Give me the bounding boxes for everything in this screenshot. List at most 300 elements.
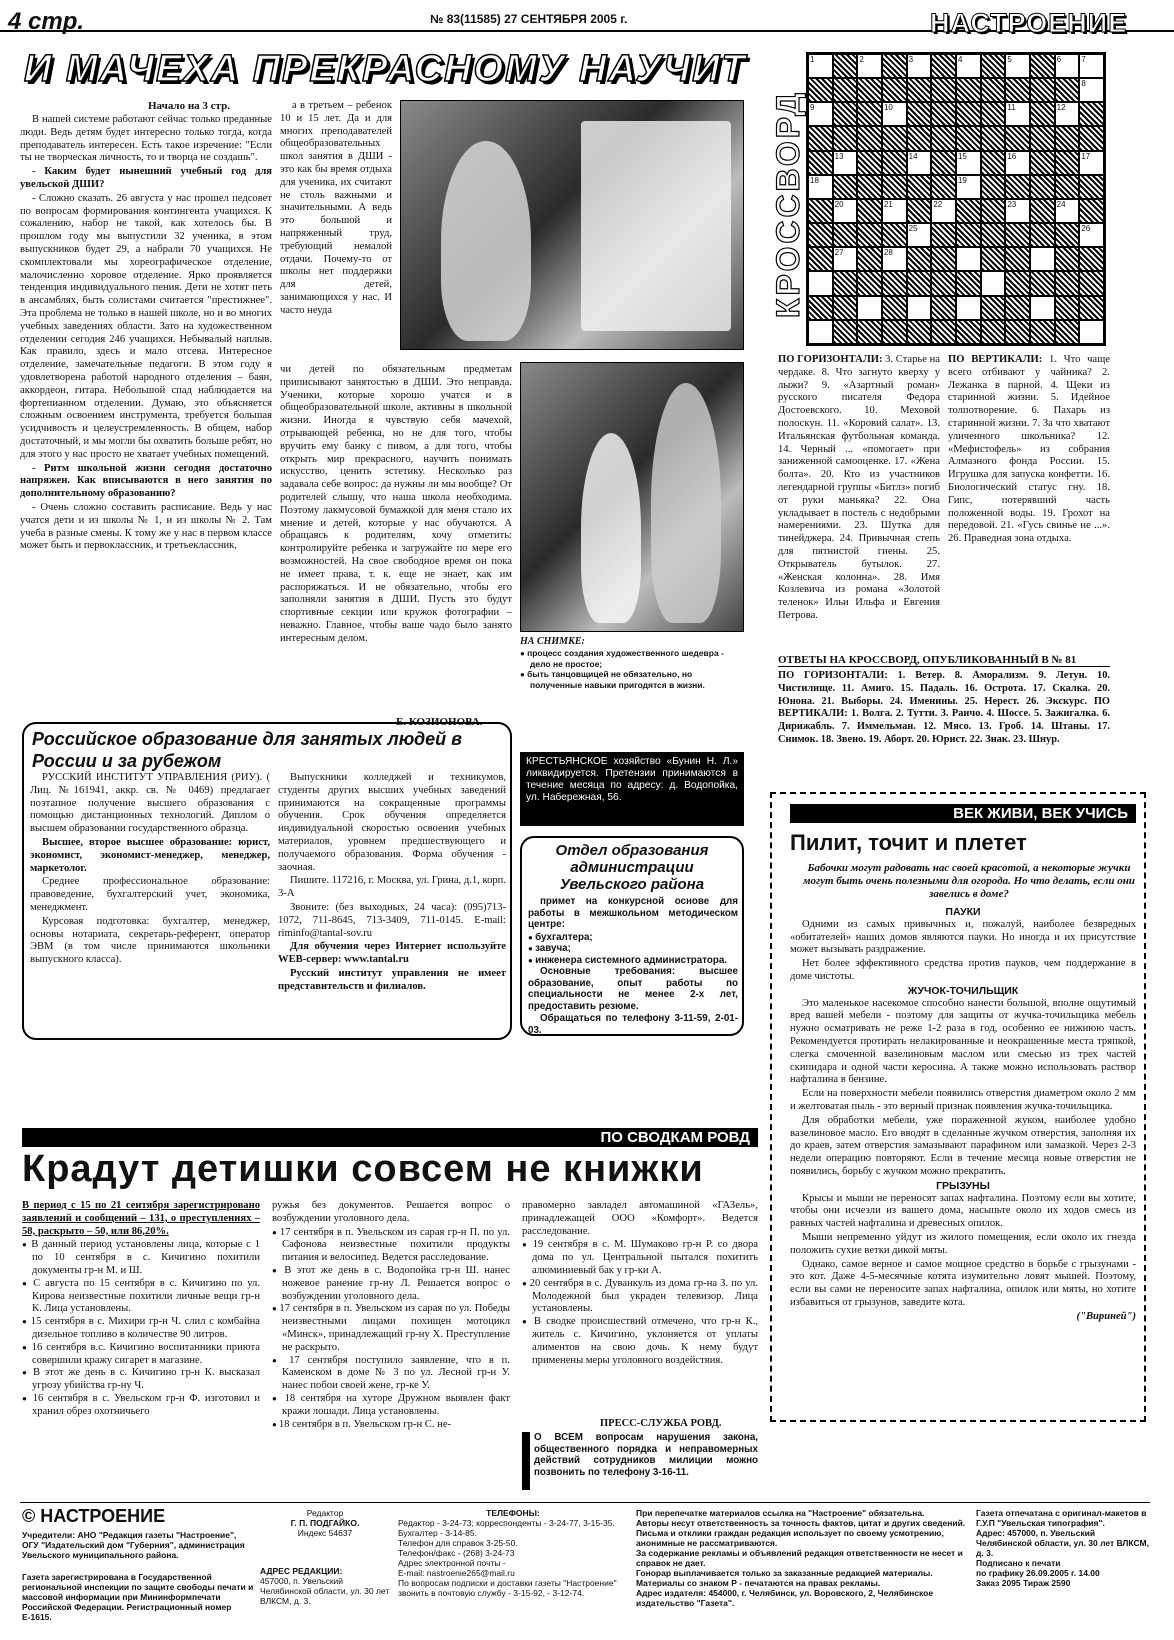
crossword-number: 5 (1007, 55, 1012, 64)
crossword-cell[interactable] (931, 199, 956, 223)
crossword-cell[interactable] (1005, 151, 1030, 175)
crossword-black-cell (882, 296, 907, 320)
note-line: При перепечатке материалов ссылка на "Настроение" обязательна. (636, 1508, 925, 1518)
crossword-black-cell (1005, 247, 1030, 271)
list-item: ● В этот же день в с. Кичигино гр-н К. высказал угрозу убийства гр-ну Ч. (22, 1367, 260, 1393)
crossword-black-cell (808, 78, 833, 102)
crossword-black-cell (808, 151, 833, 175)
crossword-black-cell (882, 271, 907, 295)
footer-divider (20, 1502, 1150, 1503)
list-item: ● В сводке происшествий отмечено, что гр-н К., житель с. Кичигино, уклоняется от уплаты алиментов на свою дочь. К нему будут применены меры уголовного воздействия. (522, 1316, 758, 1367)
article-headline: И МАЧЕХА ПРЕКРАСНОМУ НАУЧИТ (24, 48, 747, 90)
crossword-black-cell (1005, 126, 1030, 150)
crossword-black-cell (1030, 223, 1055, 247)
crossword-black-cell (882, 54, 907, 78)
crossword-horizontal (778, 354, 940, 650)
police-col1 (22, 1200, 260, 1438)
crossword-black-cell (981, 296, 1006, 320)
crossword-number: 7 (1081, 55, 1086, 64)
crossword-number: 3 (908, 55, 914, 64)
footer-address (260, 1566, 390, 1606)
ad-text: Звоните: (без выходных, 24 часа): (095)713-1072, 711-8645, 713-3409, 711-0145. E-mail: riminfo@tantal-sov.ru (278, 901, 506, 939)
crossword-black-cell (857, 223, 882, 247)
crossword-black-cell (1079, 102, 1104, 126)
crossword-number: 14 (908, 151, 918, 161)
crossword-black-cell (857, 175, 882, 199)
article-lead: Бабочки могут радовать нас своей красотой, а некоторые жучки могут быть очень полезными для огорода. Но что делать, если они завелись в доме? (803, 862, 1135, 900)
crossword-number: 19 (957, 175, 967, 185)
crossword-black-cell (833, 296, 858, 320)
article-text: Однако, самое верное и самое мощное средство в борьбе с грызунами - это кот. Даже 4-5-месячные котята изумительно ловят мышей. Поэтому, если вы сами не переносите запах нафталина, опилок или мяты, но хотите избавиться от грызунов, заведите кота. (790, 1258, 1136, 1308)
crossword-black-cell (1030, 320, 1055, 344)
ad-list-item: ● инженера системного администратора. (528, 955, 738, 967)
crossword-cell[interactable] (1055, 54, 1080, 78)
crossword-black-cell (808, 199, 833, 223)
list-item: ● 19 сентября в с. М. Шумаково гр-н Р. со двора дома по ул. Центральной пытался похитить алюминиевый бак у гр-ки А. (522, 1239, 758, 1277)
police-col2 (272, 1200, 510, 1438)
print-address: Адрес: 457000, п. Увельский Челябинской области, ул. 30 лет ВЛКСМ, д. 3. (976, 1528, 1149, 1558)
crossword-black-cell (981, 78, 1006, 102)
crossword-black-cell (1005, 78, 1030, 102)
crossword-cell[interactable] (956, 296, 981, 320)
crossword-black-cell (833, 126, 858, 150)
crossword-black-cell (833, 271, 858, 295)
crossword-black-cell (1079, 296, 1104, 320)
crossword-black-cell (833, 78, 858, 102)
sign-label: Подписано к печати (976, 1558, 1061, 1568)
crossword-black-cell (1005, 296, 1030, 320)
crossword-cell[interactable] (907, 54, 932, 78)
crossword-number: 13 (834, 151, 844, 161)
crossword-cell[interactable] (1055, 199, 1080, 223)
ad-text: Среднее профессиональное образование: правоведение, бухгалтерский учет, экономика, менеджмент. (30, 876, 270, 913)
ad-riu-title: Российское образование для занятых людей в России и за рубежом (32, 729, 463, 771)
crossword-number: 23 (1007, 199, 1017, 209)
ad-text: Русский институт управления не имеет представительств и филиалов. (278, 967, 506, 992)
crossword-number: 25 (908, 224, 918, 234)
crossword-black-cell (1079, 199, 1104, 223)
crossword-black-cell (882, 223, 907, 247)
article-column-2-top (280, 100, 392, 362)
article-text: Мыши непременно уйдут из жилого помещения, если около их гнезда положить сухие ветки дикой мяты. (790, 1231, 1136, 1256)
crossword-cell[interactable] (1005, 102, 1030, 126)
ad-otdel-title: Отдел образования администрации Увельского района (555, 842, 709, 893)
crossword-black-cell (1005, 271, 1030, 295)
crossword-black-cell (931, 78, 956, 102)
crossword-cell[interactable] (882, 199, 907, 223)
article-column-2-bottom (280, 364, 512, 700)
phone-line: По вопросам подписки и доставки газеты "Настроение" звонить в почтовую службу - 3-15-92, - 3-12-74. (398, 1578, 617, 1598)
footer-print (976, 1508, 1150, 1588)
crossword-number: 26 (1081, 224, 1091, 234)
sign-time: по графику 26.09.2005 г. 14.00 (976, 1568, 1100, 1578)
crossword-black-cell (1079, 126, 1104, 150)
crossword-black-cell (981, 126, 1006, 150)
list-item: ● 17 сентября в п. Увельском из сарая по ул. Победы неизвестными лицами похищен мотоцикл «Минск», принадлежащий гр-ну Х. Преступление не раскрыто. (272, 1303, 510, 1354)
crossword-cell[interactable] (956, 175, 981, 199)
crossword-black-cell (956, 126, 981, 150)
caption-item: ● процесс создания художественного шедевра - дело не простое; (520, 648, 744, 669)
crossword-number: 8 (1081, 79, 1086, 89)
footer-founders: Учредители: АНО "Редакция газеты "Настроение", ОГУ "Издательский дом "Губерния", администрация Увельского муниципального района. (22, 1530, 245, 1560)
article-paragraph: - Каким будет нынешний учебный год для увельской ДШИ? (20, 166, 272, 190)
crossword-black-cell (1055, 151, 1080, 175)
crossword-black-cell (1055, 175, 1080, 199)
photo-painting (400, 100, 744, 350)
note-line: Письма и отклики граждан редакция использует по своему усмотрению, анонимные не рассматриваются. (636, 1528, 944, 1548)
article-text: Для обработки мебели, уже пораженной жуком, наиболее удобно вазелиновое масло. Его вводят в сделанные жучком отверстия, заполняя их до краев, затем отверстия замазывают парафином или замазкой. Через 2-3 недели операцию повторяют. Если в течение месяца новые отверстия не появились, борьбу с жучком можно прекратить. (790, 1114, 1136, 1177)
crossword-black-cell (857, 320, 882, 344)
crossword-cell[interactable] (808, 320, 833, 344)
crossword-black-cell (907, 175, 932, 199)
crossword-black-cell (857, 247, 882, 271)
ad-text: примет на конкурсной основе для работы в межшкольном методическом центре: (528, 896, 738, 930)
crossword-black-cell (931, 126, 956, 150)
crossword-cell[interactable] (1079, 54, 1104, 78)
crossword-black-cell (931, 271, 956, 295)
crossword-black-cell (1030, 126, 1055, 150)
crossword-cell[interactable] (1030, 296, 1055, 320)
crossword-number: 10 (883, 103, 893, 113)
note-line: За содержание рекламы и объявлений редакция ответственности не несет и справок не дает. (636, 1548, 963, 1568)
crossword-cell[interactable] (907, 223, 932, 247)
crossword-black-cell (956, 102, 981, 126)
photo-dance (520, 362, 744, 632)
crossword-black-cell (981, 54, 1006, 78)
list-item: ● 20 сентября в с. Дуванкуль из дома гр-на З. по ул. Молодежной был украден телевизор. Лица установлены. (522, 1278, 758, 1316)
crossword-black-cell (833, 320, 858, 344)
ad-list-item: ● бухгалтера; (528, 932, 738, 944)
phone-line: Бухгалтер - 3-14-85. (398, 1528, 477, 1538)
crossword-cell[interactable] (956, 54, 981, 78)
crossword-number: 6 (1056, 55, 1062, 64)
crossword-cell[interactable] (956, 247, 981, 271)
ad-text: Для обучения через Интернет используйте WEB-сервер: www.tantal.ru (278, 941, 506, 966)
footer-logo: © НАСТРОЕНИЕ (22, 1506, 166, 1526)
note-line: Авторы несут ответственность за точность фактов, цитат и других сведений. (636, 1518, 966, 1528)
ad-text: Пишите. 117216, г. Москва, ул. Грина, д.1, корп. 3-А (278, 875, 506, 900)
crossword-cell[interactable] (1030, 247, 1055, 271)
crossword-black-cell (1055, 247, 1080, 271)
crossword-black-cell (907, 271, 932, 295)
crossword-cell[interactable] (808, 175, 833, 199)
notice-bunin: КРЕСТЬЯНСКОЕ хозяйство «Бунин Н. Л.» ликвидируется. Претензии принимаются в течение месяца по адресу: д. Водопойка, ул. Набережная, 56. (520, 752, 744, 826)
rubric: ВЕК ЖИВИ, ВЕК УЧИСЬ (790, 804, 1136, 823)
crossword-black-cell (833, 223, 858, 247)
crossword-black-cell (882, 151, 907, 175)
crossword-number: 21 (883, 199, 893, 209)
crossword-black-cell (956, 271, 981, 295)
crossword-black-cell (956, 199, 981, 223)
crossword-black-cell (931, 296, 956, 320)
editor-label: Редактор (306, 1508, 344, 1518)
crossword-black-cell (857, 271, 882, 295)
crossword-cell[interactable] (1005, 199, 1030, 223)
crossword-black-cell (833, 175, 858, 199)
crossword-number: 28 (883, 248, 893, 258)
article-lead: В период с 15 по 21 сентября зарегистрировано заявлений и сообщений – 131, о преступлениях – 58, раскрыто – 50, или 86,20%. (22, 1200, 260, 1237)
crossword-cell[interactable] (808, 102, 833, 126)
ad-text: Выпускники колледжей и техникумов, студенты других высших учебных заведений принимаются на сокращенные программы обучения. Срок обучения определяется индивидуальной скоростью освоения учебных материалов, уровнем предшествующего и получаемого образования. Форма обучения - заочная. (278, 772, 506, 873)
crossword-black-cell (981, 175, 1006, 199)
crossword-black-cell (931, 151, 956, 175)
ad-text: Высшее, второе высшее образование: юрист, экономист, экономист-менеджер, менеджер, маркетолог. (30, 836, 270, 874)
continued-from: Начало на 3 стр. (148, 100, 230, 112)
list-item: ● 15 сентября в с. Михири гр-н Ч. слил с комбайна дизельное топливо в количестве 90 литров. (22, 1316, 260, 1342)
article-text: а в третьем – ребенок 10 и 15 лет. Да и для многих преподавателей общеобразовательных школ занятия в ДШИ - это как бы время отдыха для ученика, их считают не столь важными и значительными. А ведь это большой и напряженный труд, требующий немалой отдачи. Почему-то от школы нет поддержки для детей, занимающихся у нас. И часто неуда (280, 100, 392, 316)
crossword-black-cell (931, 175, 956, 199)
crossword-cell[interactable] (857, 54, 882, 78)
phone-line: Редактор - 3-24-73; корреспонденты - 3-24-77, 3-15-35. (398, 1518, 615, 1528)
crossword-black-cell (882, 126, 907, 150)
article-paragraph: - Очень сложно составить расписание. Ведь у нас учатся дети и из школы № 1, и из школы № 2. Там учеба в разные смены. К тому же у нас в первом классе может быть и первоклассник, и третьеклассник, (20, 501, 272, 552)
list-item: ● 16 сентября в.с. Кичигино воспитанники приюта совершили кражу сигарет в магазине. (22, 1342, 260, 1368)
article-title: Крадут детишки совсем не книжки (22, 1148, 704, 1190)
subheading: ЖУЧОК-ТОЧИЛЬЩИК (907, 984, 1019, 997)
crossword-black-cell (981, 320, 1006, 344)
crossword-black-cell (808, 296, 833, 320)
crossword-black-cell (857, 102, 882, 126)
crossword-cell[interactable] (833, 151, 858, 175)
crossword-title: КРОССВОРД (770, 90, 806, 318)
crossword-black-cell (907, 78, 932, 102)
crossword-black-cell (931, 320, 956, 344)
crossword-cell[interactable] (956, 151, 981, 175)
police-phone-box: О ВСЕМ вопросам нарушения закона, общественного порядка и неправомерных действий сотрудников милиции можно позвонить по телефону 3-16-11. (522, 1432, 758, 1490)
crossword-cell[interactable] (1079, 320, 1104, 344)
article-sign: ("Вириней") (1076, 1310, 1136, 1322)
article-title: Пилит, точит и плетет (790, 830, 1027, 855)
crossword-cell[interactable] (907, 296, 932, 320)
crossword-black-cell (907, 199, 932, 223)
crossword-black-cell (1055, 296, 1080, 320)
crossword-cell[interactable] (1079, 78, 1104, 102)
note-line: Гонорар выплачивается только за заказанные редакцией материалы. (636, 1568, 933, 1578)
crossword-number: 9 (810, 103, 815, 113)
crossword-grid (806, 52, 1106, 346)
ad-riu-col1 (30, 772, 270, 1034)
crossword-black-cell (907, 320, 932, 344)
crossword-vertical (948, 354, 1110, 650)
phone-line: E-mail: nastroenie265@mail.ru (398, 1568, 515, 1578)
crossword-cell[interactable] (981, 271, 1006, 295)
crossword-cell[interactable] (833, 199, 858, 223)
crossword-cell[interactable] (882, 247, 907, 271)
caption-item: ● быть танцовщицей не обязательно, но полученные навыки пригодятся в жизни. (520, 669, 744, 690)
crossword-black-cell (857, 151, 882, 175)
crossword-black-cell (981, 247, 1006, 271)
crossword-black-cell (1079, 247, 1104, 271)
subheading: ПАУКИ (945, 906, 981, 918)
phones-label: ТЕЛЕФОНЫ: (486, 1508, 540, 1518)
page-number: 4 стр. (8, 8, 85, 35)
address-label: АДРЕС РЕДАКЦИИ: (260, 1566, 343, 1576)
crossword-number: 15 (957, 151, 967, 161)
crossword-black-cell (1005, 175, 1030, 199)
crossword-black-cell (882, 320, 907, 344)
crossword-number: 1 (810, 55, 815, 64)
order-info: Заказ 2095 Тираж 2590 (976, 1578, 1071, 1588)
vertical-title: ПО ВЕРТИКАЛИ: (948, 354, 1043, 365)
crossword-black-cell (882, 175, 907, 199)
article-text: Если на поверхности мебели появились отверстия диаметром около 2 мм и желтоватая пыль - это верный признак появления жучка-точильщика. (790, 1088, 1136, 1112)
crossword-black-cell (981, 223, 1006, 247)
article-text: правомерно завладел автомашиной «ГАЗель», принадлежащей ООО «Комфорт». Ведется расследование. (522, 1200, 758, 1237)
list-item: ● 18 сентября в п. Увельском гр-н С. не- (272, 1419, 510, 1432)
crossword-number: 16 (1007, 151, 1017, 161)
crossword-cell[interactable] (833, 247, 858, 271)
crossword-cell[interactable] (808, 54, 833, 78)
article-paragraph: - Ритм школьной жизни сегодня достаточно напряжен. Как вписываются в него занятия по дополнительному образованию? (20, 462, 272, 500)
index: Индекс 54637 (297, 1528, 353, 1538)
crossword-black-cell (857, 199, 882, 223)
crossword-number: 24 (1056, 199, 1066, 209)
crossword-black-cell (931, 102, 956, 126)
ad-text: Курсовая подготовка: бухгалтер, менеджер, основы нотариата, секретарь-референт, оператор ЭВМ (в том числе принимаются школьники выпускного класса). (30, 915, 270, 966)
list-item: ● В этот же день в с. Водопойка гр-н Ш. нанес ножевое ранение гр-ну Л. Решается вопрос о возбуждении уголовного дела. (272, 1265, 510, 1303)
crossword-black-cell (1055, 223, 1080, 247)
crossword-cell[interactable] (907, 151, 932, 175)
crossword-black-cell (1079, 271, 1104, 295)
ad-otdel-body (528, 896, 738, 1036)
vertical-clues: 1. Что чаще всего отбивают у чайника? 2. Лежанка в парной. 4. Щеки из старинной жизни. 5. Идейное толпотворение. 6. Пахарь из старинной жизни. 7. За что хватают уличенного школьника? 12. «Мефистофель» из собрания Алмазного фонда России. 15. Игрушка для запуска конфетти. 16. Биологический статус гну. 18. Гипс, потерявший часть положенной воды. 19. Грохот на передовой. 21. «Гусь свинье не ...». 26. Праведная зона отдыха. (948, 354, 1110, 545)
article-text: Одними из самых привычных и, пожалуй, наиболее безвредных «обитателей» наших домов являются пауки. Но иногда и их присутствие может вызывать раздражение. (790, 918, 1136, 956)
crossword-black-cell (1030, 175, 1055, 199)
crossword-black-cell (1055, 320, 1080, 344)
crossword-black-cell (1055, 271, 1080, 295)
crossword-cell[interactable] (857, 296, 882, 320)
article-sign: ПРЕСС-СЛУЖБА РОВД. (600, 1418, 722, 1429)
article-text: чи детей по обязательным предметам приписывают занятостью в ДШИ. Это неправда. Ученики, которые хорошо учатся и в общеобразовательной школе, активны в школьной жизни. Иногда я чувствую себя мачехой, отрывающей ребенка, но не для того, чтобы вручить ему банку с пивом, а для того, чтобы открыть мир прекрасного, научить понимать искусство, ценить эстетику. Несколько раз задавала себе вопрос: да нужны ли мы вообще? От родителей слышу, что наша школа необходима. Поэтому лакмусовой бумажкой для меня стало их мнение и детей, которые у нас обучаются. А обращаясь к родителям, хочу отметить: контролируйте ребенка и загружайте по мере его возможностей. На свое свободное время он пока не имеет права, т. к. еще не знает, как им распоряжаться. И не обязательно, чтобы его заполняли занятия в ДШИ. Пусть это будут спортивные секции или кружок фотографии – неважно. Главное, чтобы ваше чадо было занято интересным делом. (280, 364, 512, 644)
crossword-black-cell (981, 102, 1006, 126)
answers-title: ОТВЕТЫ НА КРОССВОРД, ОПУБЛИКОВАННЫЙ В № 81 (778, 654, 1110, 667)
crossword-black-cell (1030, 151, 1055, 175)
crossword-black-cell (907, 102, 932, 126)
crossword-black-cell (956, 320, 981, 344)
crossword-cell[interactable] (1055, 102, 1080, 126)
phone-line: Адрес электронной почты - (398, 1558, 506, 1568)
crossword-cell[interactable] (1079, 223, 1104, 247)
list-item: ● 17 сентября в п. Увельском из сарая гр-н П. по ул. Сафонова неизвестные похитили продукты питания и велосипед. Ведется расследование. (272, 1227, 510, 1265)
article-text: Нет более эффективного средства против пауков, чем поддержание в доме чистоты. (790, 958, 1136, 982)
ad-riu-col2 (278, 772, 506, 1034)
horizontal-clues: 3. Старье на чердаке. 8. Что загнуто кверху у лыжи? 9. «Азартный роман» русского писателя Федора Достоевского. 10. Меховой полоскун. 11. «Коровий салат». 13. Итальянская футбольная команда. 14. Черный ... «помогает» при заниженной самооценке. 17. «Жена болта». 20. Кто из участников легендарной группы «Битлз» погиб от руки маньяка? 22. Она укладывает в постель с недобрыми намерениями. 23. Шутка для тинейджера. 24. Привычная степь для пятнистой гиены. 25. Открыватель бутылок. 27. «Женская колонна». 28. Имя Козлевича из романа «Золотой теленок» Ильи Ильфа и Евгения Петрова. (778, 354, 940, 621)
phone-line: Телефон/факс - (268) 3-24-73 (398, 1548, 515, 1558)
footer-notes (636, 1508, 966, 1608)
article-paragraph: - Сложно сказать. 26 августа у нас прошел педсовет по вопросам формирования контингента учащихся. К сожалению, набор не такой, как хотелось бы. В прошлом году мы выпустили 32 ученика, в этом выпускников будет 29, а набрали 70 учащихся. Не скомплектовали мы хореографическое отделение, малочисленно хоровое отделение. Ярко проявляется тенденция индивидуального пения. Дети не хотят петь в ансамблях, быть солистами считается "престижнее". Эта проблема не только в нашей школе, но и во многих учебных заведениях области. Зато на художественном отделении сегодня 246 учащихся. Небывалый наплыв. Как правило, здесь и мало отсева. Интересное отделение, замечательные педагоги. В этом году я удовлетворена работой народного отделения – баян, аккордеон, гитара. Небольшой спад наблюдается на фортепианном отделении. Думаю, это объясняется сложным освоением инструмента, требуется большая усидчивость и целеустремленность. В общем, набор достаточный, и мы могли бы охватить больше ребят, но для этого у нас просто не хватает учебных помещений. (20, 192, 272, 460)
ad-text: Обращаться по телефону 3-11-59, 2-01-03. (528, 1013, 738, 1036)
article-text: Крысы и мыши не переносят запах нафталина. Поэтому если вы хотите, чтобы они исчезли из вашего дома, насыпьте около их ходов смесь из равных частей нафталина и древесных опилок. (790, 1192, 1136, 1230)
crossword-black-cell (1030, 54, 1055, 78)
address: 457000, п. Увельский Челябинской области, ул. 30 лет ВЛКСМ, д. 3. (260, 1576, 390, 1606)
crossword-black-cell (833, 54, 858, 78)
issue-info: № 83(11585) 27 СЕНТЯБРЯ 2005 г. (430, 12, 628, 26)
crossword-black-cell (833, 102, 858, 126)
article-column-1 (20, 114, 272, 732)
footer-phones (398, 1508, 628, 1598)
subheading: ГРЫЗУНЫ (936, 1179, 990, 1192)
crossword-black-cell (857, 78, 882, 102)
ad-list-item: ● завуча; (528, 943, 738, 955)
article-text: ружья без документов. Решается вопрос о возбуждении уголовного дела. (272, 1200, 510, 1224)
crossword-number: 22 (933, 199, 943, 209)
crossword-black-cell (1079, 175, 1104, 199)
crossword-cell[interactable] (1005, 54, 1030, 78)
crossword-black-cell (931, 223, 956, 247)
crossword-black-cell (931, 54, 956, 78)
footer-registered: Газета зарегистрирована в Государственной региональной инспекции по защите свободы печати и массовой информации при Мининформпечати Российской Федерации. Регистрационный номер Е-1615. (22, 1572, 254, 1622)
crossword-number: 2 (859, 55, 864, 64)
crossword-number: 18 (810, 175, 819, 185)
editor-name: Г. П. ПОДГАЙКО. (290, 1518, 360, 1528)
crossword-black-cell (882, 78, 907, 102)
crossword-black-cell (1030, 78, 1055, 102)
rubric: ПО СВОДКАМ РОВД (22, 1128, 758, 1147)
crossword-black-cell (808, 247, 833, 271)
article-author: Е. КОЗИОНОВА. (396, 716, 483, 728)
crossword-black-cell (1030, 271, 1055, 295)
crossword-number: 12 (1056, 103, 1066, 113)
crossword-black-cell (956, 78, 981, 102)
article-paragraph: В нашей системе работают сейчас только преданные люди. Ведь детям будет интересно только тогда, когда преподаватель интересен. Есть такое изречение: "Если ты не творческая личность, то и творца не создашь". (20, 114, 272, 164)
crossword-black-cell (1030, 102, 1055, 126)
police-col3 (522, 1200, 758, 1366)
print-info: Газета отпечатана с оригинал-макетов в Г.У.П "Увельская типография". (976, 1508, 1147, 1528)
horizontal-title: ПО ГОРИЗОНТАЛИ: (778, 354, 883, 365)
crossword-number: 11 (1007, 103, 1016, 113)
phone-line: Телефон для справок 3-25-50. (398, 1538, 518, 1548)
crossword-black-cell (857, 126, 882, 150)
list-item: ● 18 сентября на хуторе Дружном выявлен факт кражи лошади. Лица установлены. (272, 1393, 510, 1419)
crossword-black-cell (1055, 78, 1080, 102)
crossword-black-cell (931, 247, 956, 271)
crossword-cell[interactable] (882, 102, 907, 126)
list-item: ● 17 сентября поступило заявление, что в п. Каменском в доме № 3 по ул. Лесной гр-н У. нанес побои своей жене, гр-ке У. (272, 1355, 510, 1393)
crossword-black-cell (907, 247, 932, 271)
crossword-black-cell (1055, 126, 1080, 150)
crossword-cell[interactable] (1079, 151, 1104, 175)
caption-title: НА СНИМКЕ: (520, 636, 585, 647)
crossword-black-cell (1030, 199, 1055, 223)
crossword-number: 27 (834, 248, 844, 258)
note-line: Адрес издателя: 454000, г. Челябинск, ул. Воровского, 2, Челябинское издательство "Газета". (636, 1588, 934, 1608)
crossword-number: 4 (957, 55, 963, 64)
crossword-black-cell (981, 151, 1006, 175)
crossword-black-cell (956, 223, 981, 247)
crossword-black-cell (808, 223, 833, 247)
crossword-answers: ПО ГОРИЗОНТАЛИ: 1. Ветер. 8. Аморализм. 9. Летун. 10. Чистилище. 11. Амиго. 15. Падаль. 16. Острота. 17. Скалка. 20. Юнона. 21. Выборы. 24. Именины. 25. Нерест. 26. Экскурс. ПО ВЕРТИКАЛИ: 1. Волга. 2. Тутти. 3. Раичо. 4. Шоссе. 5. Зажигалка. 6. Дирижабль. 7. Иммельман. 12. Мясо. 13. Гроб. 14. Штаны. 17. Снимок. 18. Звено. 19. Аборт. 20. Юрист. 22. Знак. 23. Шнур. (778, 670, 1110, 745)
crossword-black-cell (981, 199, 1006, 223)
crossword-black-cell (808, 126, 833, 150)
crossword-cell[interactable] (808, 271, 833, 295)
note-line: Материалы со знаком Р - печатаются на правах рекламы. (636, 1578, 881, 1588)
newspaper-brand: НАСТРОЕНИЕ (930, 8, 1128, 38)
ad-text: Основные требования: высшее образование, опыт работы по специальности не менее 2-х лет, предоставить резюме. (528, 966, 738, 1012)
footer-editor (260, 1508, 390, 1538)
crossword-black-cell (1005, 223, 1030, 247)
list-item: ● 16 сентября в с. Увельском гр-н Ф. изготовил и хранил обрез охотничьего (22, 1393, 260, 1419)
crossword-black-cell (907, 126, 932, 150)
ad-text: РУССКИЙ ИНСТИТУТ УПРАВЛЕНИЯ (РИУ). ( Лиц. №161941, аккр. св. № 0469) предлагает поэтапное получение высшего образования с помощью дистанционных технологий. Диплом о высшем образовании государственного образца. (30, 772, 270, 835)
crossword-number: 17 (1081, 151, 1091, 161)
article-bugs-body (790, 906, 1136, 1414)
photo-caption (520, 636, 744, 690)
crossword-number: 20 (834, 199, 844, 209)
crossword-black-cell (1005, 320, 1030, 344)
list-item: ● В данный период установлены лица, которые с 1 по 10 сентября в с. Кичигино похитили документы гр-н М. и Ш. (22, 1239, 260, 1277)
list-item: ● С августа по 15 сентября в с. Кичигино по ул. Кирова неизвестные похитили личные вещи гр-н К. Лица установлены. (22, 1278, 260, 1316)
article-text: Это маленькое насекомое способно нанести большой, вполне ощутимый вред вашей мебели - поэтому для защиты от жучка-точильщика мебель нужно осматривать не реже 1-2 раза в год, особенно ее нижнюю часть. Рекомендуется протирать нелакированные и неокрашенные места тряпкой, слегка смоченной вазелиновым маслом или смесью из трех частей скипидара и одной части керосина. А также можно использовать раствор нафталина в бензине. (790, 997, 1136, 1086)
